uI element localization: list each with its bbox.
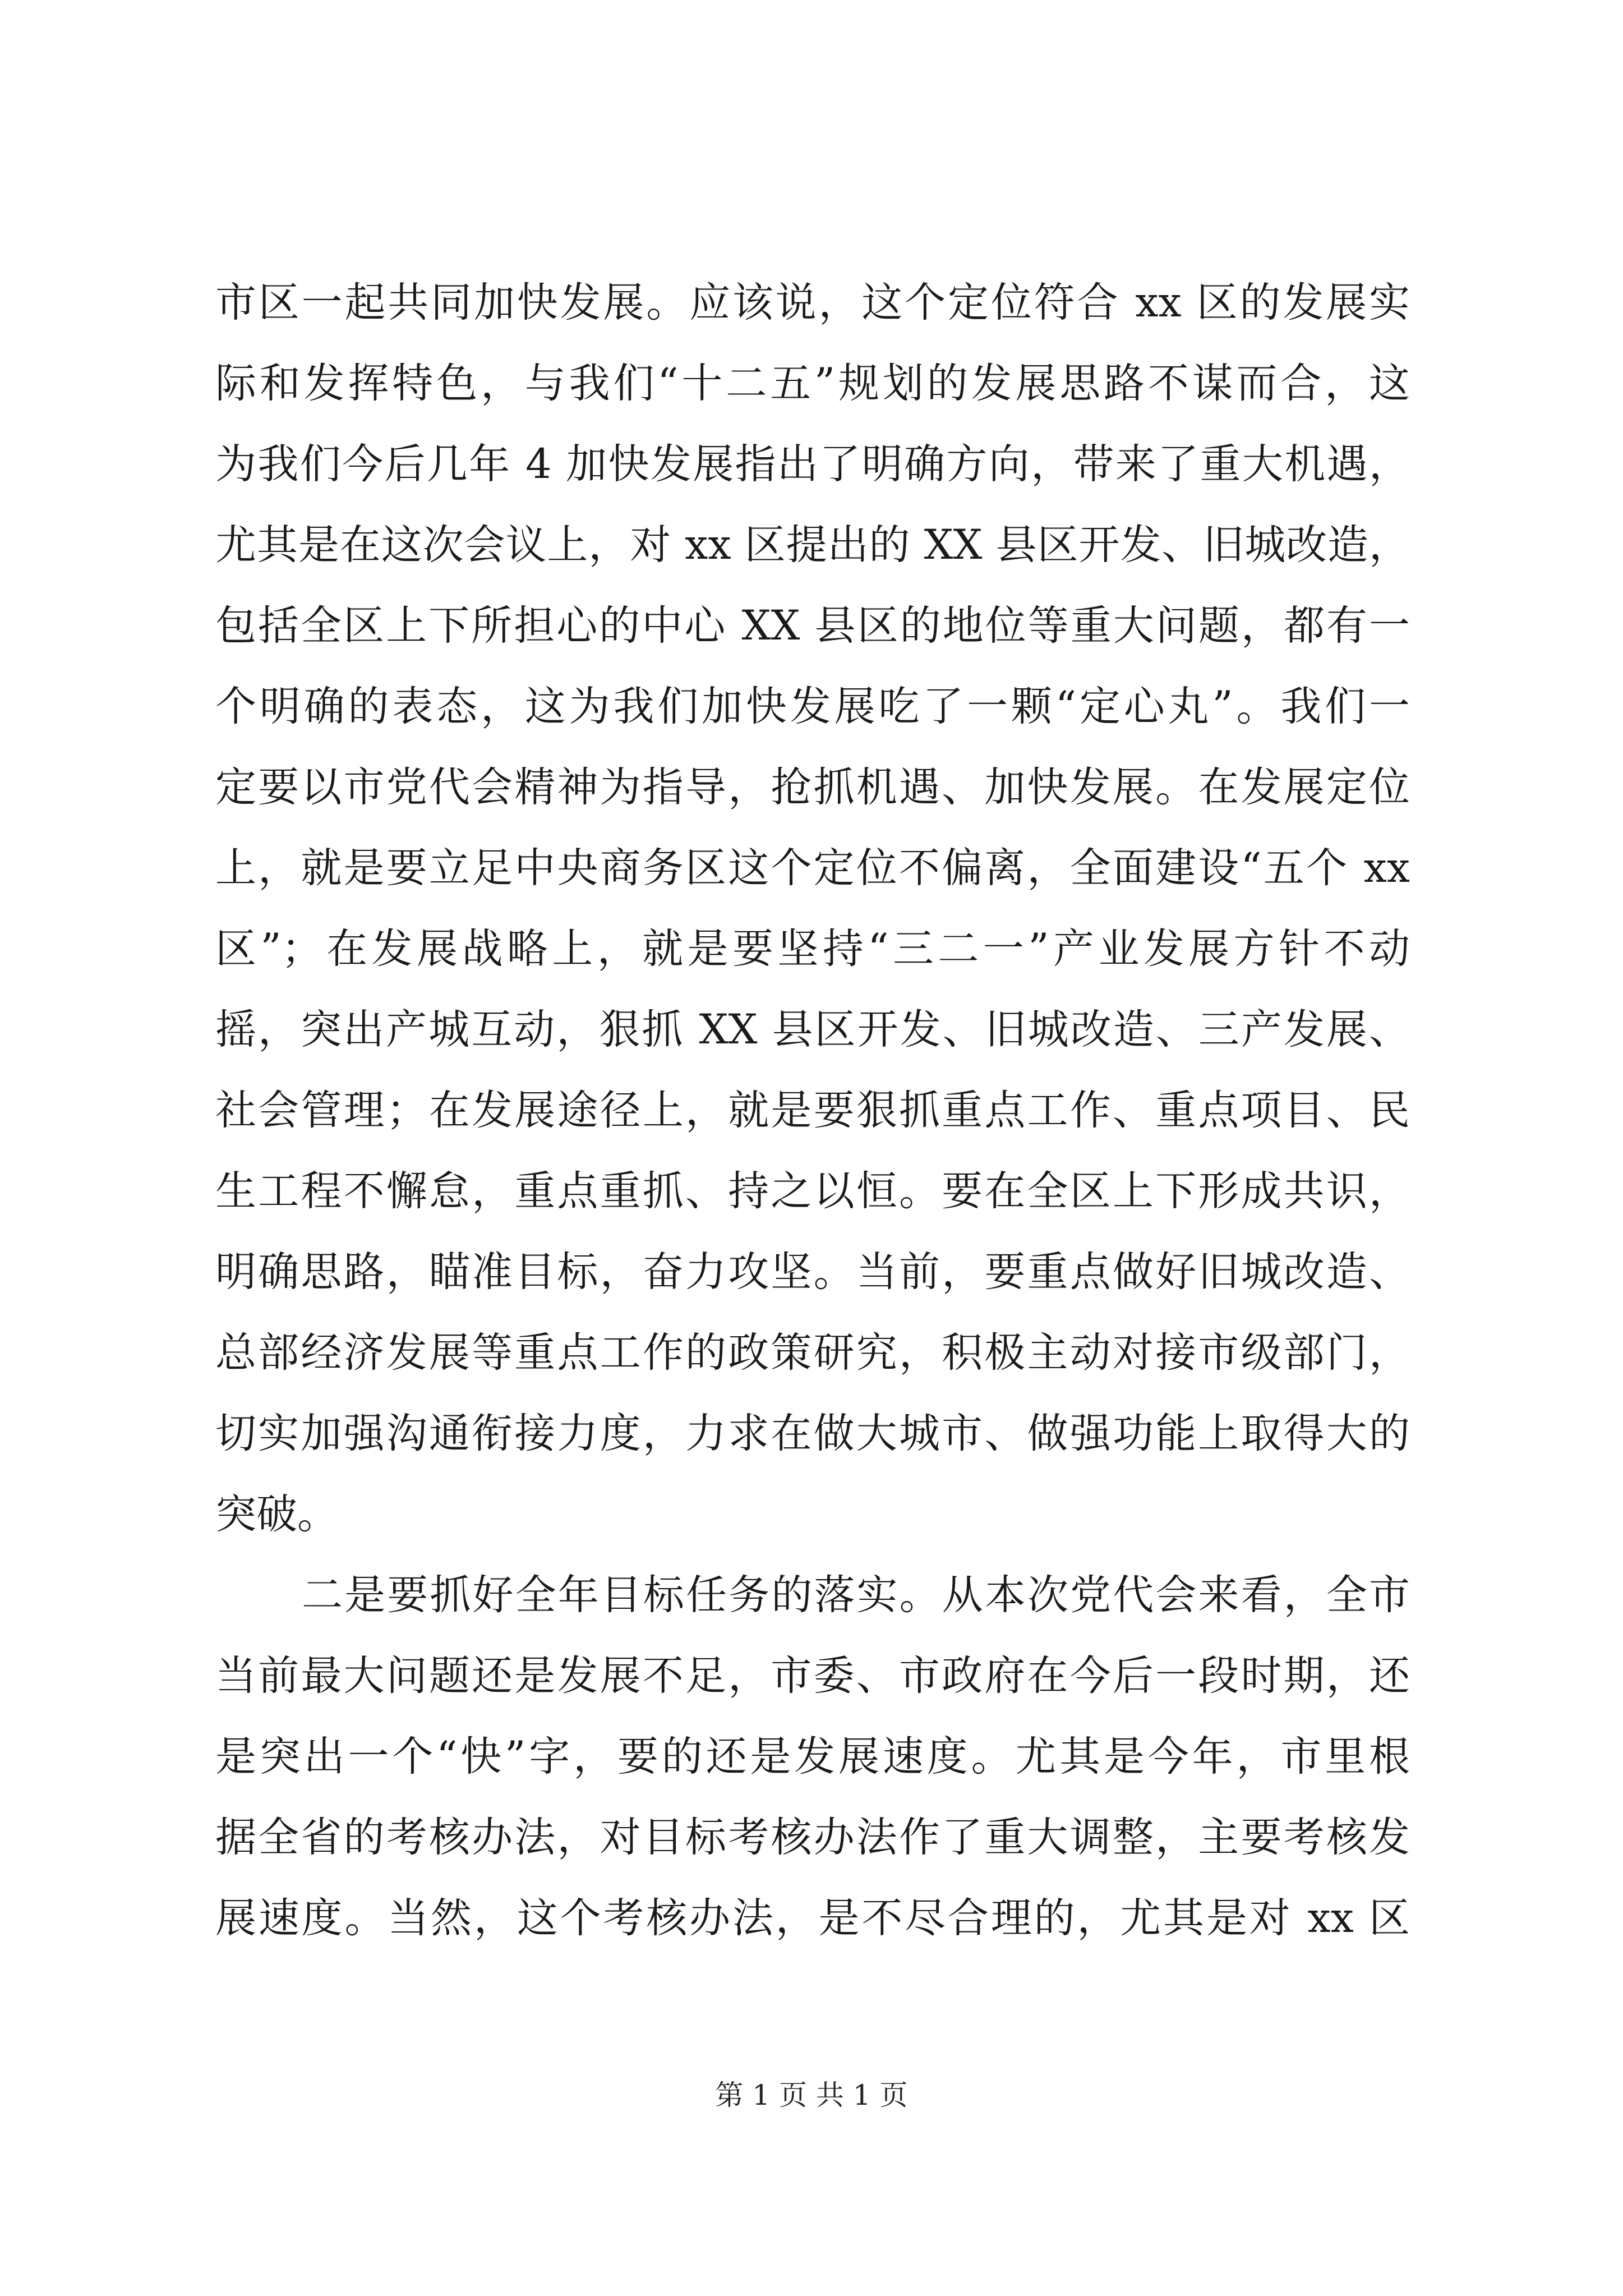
text-line: 包括全区上下所担心的中心 XX 县区的地位等重大问题，都有一 xyxy=(215,602,1410,650)
text-line: 摇，突出产城互动，狠抓 XX 县区开发、旧城改造、三产发展、 xyxy=(215,1006,1410,1053)
page-footer xyxy=(0,2076,1623,2115)
text-line: 明确思路，瞄准目标，奋力攻坚。当前，要重点做好旧城改造、 xyxy=(215,1248,1410,1296)
text-line: 定要以市党代会精神为指导，抢抓机遇、加快发展。在发展定位 xyxy=(215,763,1410,811)
paragraph-1 xyxy=(215,263,1410,1555)
page-number: 第 1 页 共 1 页 xyxy=(715,2079,908,2111)
text-line: 社会管理；在发展途径上，就是要狠抓重点工作、重点项目、民 xyxy=(215,1087,1410,1134)
text-line: 是突出一个“快”字，要的还是发展速度。尤其是今年，市里根 xyxy=(215,1733,1410,1780)
body-text xyxy=(215,263,1410,1959)
text-line: 尤其是在这次会议上，对 xx 区提出的 XX 县区开发、旧城改造， xyxy=(215,521,1410,569)
text-line: 为我们今后几年 4 加快发展指出了明确方向，带来了重大机遇， xyxy=(215,440,1410,488)
text-line: 区”；在发展战略上，就是要坚持“三二一”产业发展方针不动 xyxy=(215,925,1410,973)
text-line: 际和发挥特色，与我们“十二五”规划的发展思路不谋而合，这 xyxy=(215,360,1410,407)
text-line: 个明确的表态，这为我们加快发展吃了一颗“定心丸”。我们一 xyxy=(215,683,1410,730)
text-line: 切实加强沟通衔接力度，力求在做大城市、做强功能上取得大的 xyxy=(215,1410,1410,1457)
text-line: 总部经济发展等重点工作的政策研究，积极主动对接市级部门， xyxy=(215,1329,1410,1377)
text-line: 展速度。当然，这个考核办法，是不尽合理的，尤其是对 xx 区 xyxy=(215,1894,1410,1942)
paragraph-2 xyxy=(215,1555,1410,1959)
text-line: 市区一起共同加快发展。应该说，这个定位符合 xx 区的发展实 xyxy=(215,279,1410,326)
text-line: 当前最大问题还是发展不足，市委、市政府在今后一段时期，还 xyxy=(215,1652,1410,1700)
text-line: 突破。 xyxy=(215,1490,338,1538)
text-line: 生工程不懈怠，重点重抓、持之以恒。要在全区上下形成共识， xyxy=(215,1167,1410,1215)
text-line: 上，就是要立足中央商务区这个定位不偏离，全面建设“五个 xx xyxy=(215,844,1410,892)
text-line: 据全省的考核办法，对目标考核办法作了重大调整，主要考核发 xyxy=(215,1814,1410,1861)
text-line: 二是要抓好全年目标任务的落实。从本次党代会来看，全市 xyxy=(302,1571,1410,1619)
